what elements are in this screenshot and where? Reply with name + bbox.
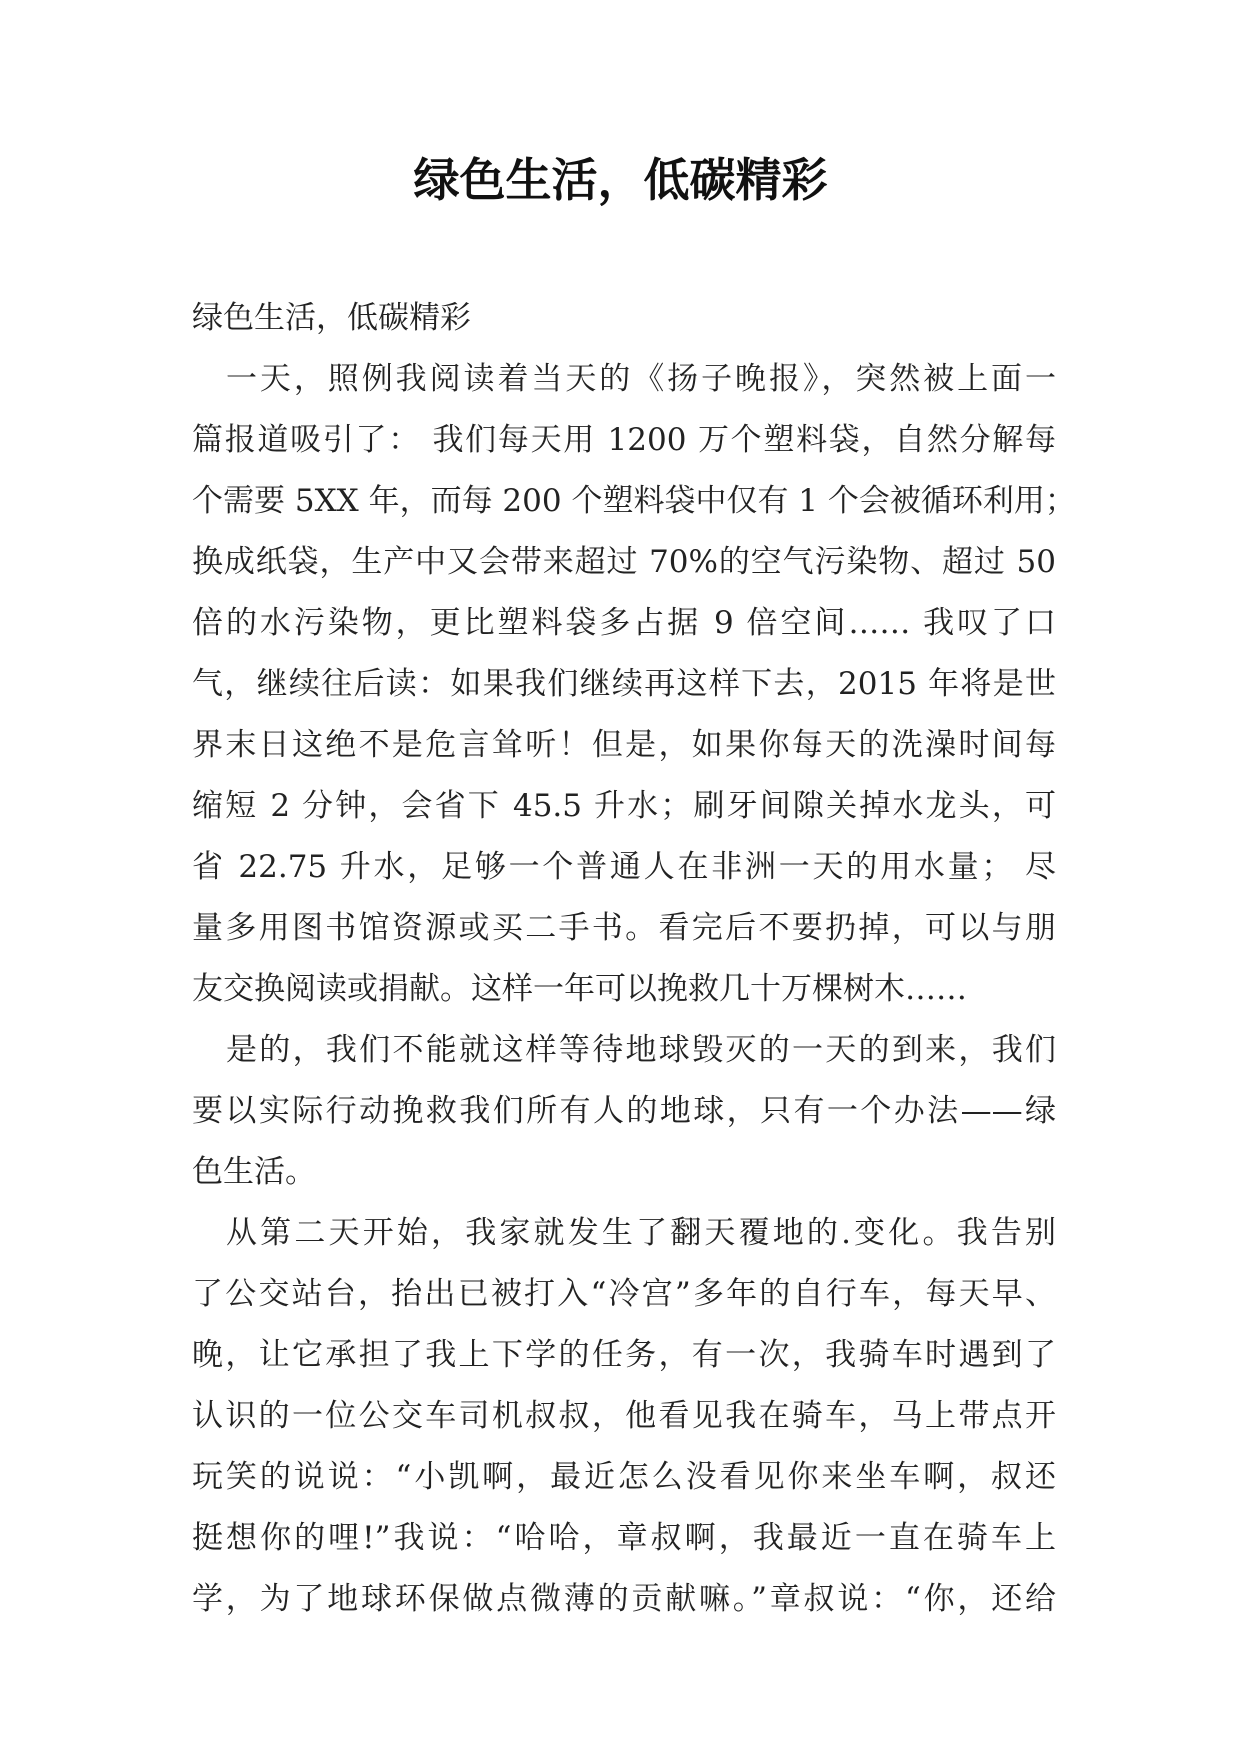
body-line: 色生活。 bbox=[192, 1154, 316, 1190]
body-line: 篇报道吸引了： 我们每天用 1200 万个塑料袋，自然分解每 bbox=[192, 422, 1056, 458]
body-line: 量多用图书馆资源或买二手书。看完后不要扔掉，可以与朋 bbox=[192, 910, 1056, 946]
body-line: 学，为了地球环保做点微薄的贡献嘛。”章叔说：“你，还给 bbox=[192, 1581, 1056, 1617]
body-line: 晚，让它承担了我上下学的任务，有一次，我骑车时遇到了 bbox=[192, 1337, 1056, 1373]
body-line: 倍的水污染物，更比塑料袋多占据 9 倍空间…… 我叹了口 bbox=[192, 605, 1056, 641]
body-line: 界末日这绝不是危言耸听！但是，如果你每天的洗澡时间每 bbox=[192, 727, 1056, 763]
body-line: 一天，照例我阅读着当天的《扬子晚报》，突然被上面一 bbox=[226, 361, 1056, 397]
body-line: 玩笑的说说：“小凯啊，最近怎么没看见你来坐车啊，叔还 bbox=[192, 1459, 1056, 1495]
body-line: 从第二天开始，我家就发生了翻天覆地的.变化。我告别 bbox=[226, 1215, 1056, 1251]
body-line: 绿色生活，低碳精彩 bbox=[192, 300, 471, 336]
body-line: 个需要 5XX 年，而每 200 个塑料袋中仅有 1 个会被循环利用； bbox=[192, 483, 1076, 519]
body-line: 缩短 2 分钟，会省下 45.5 升水；刷牙间隙关掉水龙头，可 bbox=[192, 788, 1056, 824]
body-line: 挺想你的哩!”我说：“哈哈，章叔啊，我最近一直在骑车上 bbox=[192, 1520, 1056, 1556]
body-line: 了公交站台，抬出已被打入“冷宫”多年的自行车，每天早、 bbox=[192, 1276, 1056, 1312]
body-line: 认识的一位公交车司机叔叔，他看见我在骑车，马上带点开 bbox=[192, 1398, 1056, 1434]
document-body bbox=[192, 288, 1076, 1630]
body-line: 要以实际行动挽救我们所有人的地球，只有一个办法——绿 bbox=[192, 1093, 1056, 1129]
body-line: 换成纸袋，生产中又会带来超过 70%的空气污染物、超过 50 bbox=[192, 544, 1056, 580]
body-line: 友交换阅读或捐献。这样一年可以挽救几十万棵树木…… bbox=[192, 971, 967, 1007]
body-line: 气，继续往后读：如果我们继续再这样下去，2015 年将是世 bbox=[192, 666, 1056, 702]
document-title: 绿色生活，低碳精彩 bbox=[413, 153, 828, 207]
body-line: 是的，我们不能就这样等待地球毁灭的一天的到来，我们 bbox=[226, 1032, 1056, 1068]
body-line: 省 22.75 升水，足够一个普通人在非洲一天的用水量； 尽 bbox=[192, 849, 1056, 885]
